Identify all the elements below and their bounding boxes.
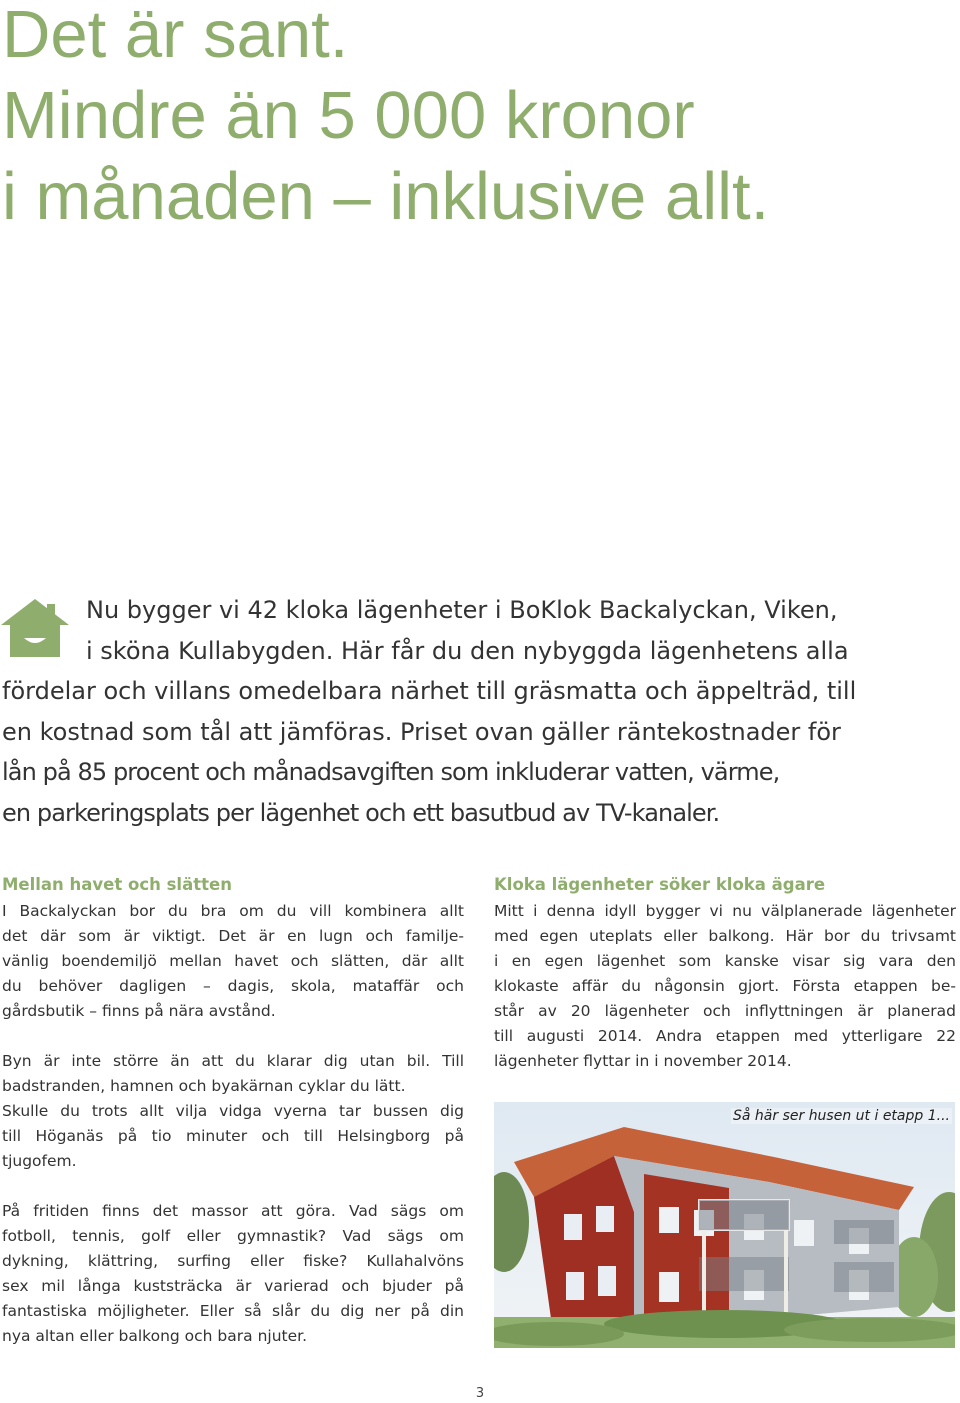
paragraph (2, 899, 464, 1024)
text-line: du behöver dagligen – dagis, skola, mataffär och (2, 977, 464, 995)
left-column (2, 874, 464, 1374)
building-photo (494, 1102, 955, 1348)
intro-line: fördelar och villans omedelbara närhet till gräsmatta och äppelträd, till (2, 677, 857, 705)
text-line: står av 20 lägenheter och inflyttningen är planerad (494, 1002, 956, 1020)
intro-line: en kostnad som tål att jämföras. Priset ovan gäller räntekostnader för (2, 717, 841, 746)
paragraph (2, 1199, 464, 1349)
text-line: nya altan eller balkong och bara njuter. (2, 1327, 308, 1345)
headline-line: i månaden – inklusive allt. (2, 159, 770, 234)
intro-line: lån på 85 procent och månadsavgiften som inkluderar vatten, värme, (2, 758, 780, 786)
text-line: På fritiden finns det massor att göra. Vad sägs om (2, 1202, 464, 1220)
text-line: vänlig boendemiljö mellan havet och slätten, där allt (2, 952, 464, 970)
headline (2, 0, 769, 237)
intro-line: i sköna Kullabygden. Här får du den nybyggda lägenhetens alla (86, 636, 849, 665)
section-heading: Kloka lägenheter söker kloka ägare (494, 875, 826, 894)
text-line: Mitt i denna idyll bygger vi nu välplanerade lägenheter (494, 902, 956, 920)
text-line: I Backalyckan bor du bra om du vill kombinera allt (2, 902, 464, 920)
right-column (494, 874, 956, 1099)
text-line: till Höganäs på tio minuter och till Helsingborg på (2, 1127, 464, 1145)
intro-line: Nu bygger vi 42 kloka lägenheter i BoKlok Backalyckan, Viken, (86, 596, 838, 624)
photo-caption: Så här ser husen ut i etapp 1... (733, 1108, 950, 1124)
headline-line: Det är sant. (2, 0, 349, 72)
text-line: till augusti 2014. Andra etappen med ytterligare 22 (494, 1027, 956, 1045)
headline-line: Mindre än 5 000 kronor (2, 78, 695, 153)
text-line: tjugofem. (2, 1152, 77, 1170)
text-line: med egen uteplats eller balkong. Här bor du trivsamt (494, 927, 956, 945)
text-line: Byn är inte större än att du klarar dig utan bil. Till (2, 1052, 464, 1070)
text-line: fantastiska möjligheter. Eller så slår du dig ner på din (2, 1302, 464, 1320)
intro-text (2, 590, 932, 833)
text-line: lägenheter flyttar in i november 2014. (494, 1052, 792, 1070)
text-line: dykning, klättring, surfing eller fiske? Kullahalvöns (2, 1252, 464, 1270)
intro-line: en parkeringsplats per lägenhet och ett basutbud av TV-kanaler. (2, 798, 720, 827)
text-line: badstranden, hamnen och byakärnan cyklar du lätt. (2, 1077, 406, 1095)
text-line: klokaste affär du någonsin gjort. Första etappen be- (494, 977, 956, 995)
text-line: Skulle du trots allt vilja vidga vyerna tar bussen dig (2, 1102, 464, 1120)
text-line: gårdsbutik – finns på nära avstånd. (2, 1002, 276, 1020)
section-heading: Mellan havet och slätten (2, 875, 232, 894)
text-line: det där som är viktigt. Det är en lugn och familje- (2, 927, 464, 945)
text-line: fotboll, tennis, golf eller gymnastik? Vad sägs om (2, 1227, 464, 1245)
paragraph (494, 899, 956, 1074)
paragraph (2, 1049, 464, 1174)
text-line: sex mil långa kuststräcka är varierad och bjuder på (2, 1277, 464, 1295)
page-number: 3 (475, 1386, 485, 1401)
text-line: i en egen lägenhet som kanske visar sig vara den (494, 952, 956, 970)
